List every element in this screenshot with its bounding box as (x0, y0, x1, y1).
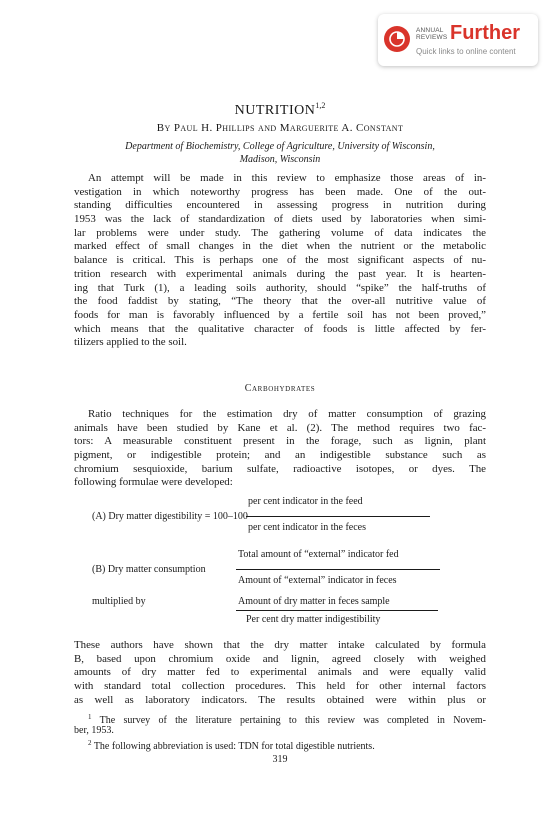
formula-b-denominator: Amount of “external” indicator in feces (238, 575, 397, 586)
text-line: An attempt will be made in this review to emphasize those areas of in- (88, 172, 486, 184)
formula-c-denominator: Per cent dry matter indigestibility (246, 614, 381, 625)
text-line: with standard total collection procedures. This held for other internal factors (74, 680, 486, 693)
text-line: lar problems were under study. The gathering volume of data indicates the (74, 226, 486, 239)
annual-reviews-further-banner[interactable] (378, 14, 538, 66)
formula-c-numerator: Amount of dry matter in feces sample (238, 596, 390, 607)
author-line: By Paul H. Phillips and Marguerite A. Constant (156, 122, 404, 134)
article-title (0, 98, 560, 119)
footnote-line: ber, 1953. (74, 725, 114, 736)
text-line: B, based upon chromium oxide and lignin, agreed closely with weighed (74, 652, 486, 665)
formula-a-numerator: per cent indicator in the feed (248, 496, 363, 507)
banner-reviews-text: REVIEWS (416, 34, 448, 41)
text-line: following formulae were developed: (74, 476, 233, 489)
text-line: marked effect of small changes in the diet when the nutrient or the metabolic (74, 240, 486, 253)
text-line: which means that the qualitative character of foods is little affected by fer- (74, 322, 486, 335)
formula-b-numerator: Total amount of “external” indicator fed (238, 549, 399, 560)
results-paragraph (74, 639, 486, 707)
banner-quick-links-text: Quick links to online content (416, 47, 516, 56)
text-line: tilizers applied to the soil. (74, 336, 187, 349)
text-line: Ratio techniques for the estimation dry of matter consumption of grazing (88, 408, 486, 420)
text-line: pigment, or indigestible protein; and an indigestible substance such as (74, 449, 486, 462)
formula-a-denominator: per cent indicator in the feces (248, 522, 366, 533)
annual-reviews-logo-icon (384, 26, 410, 52)
text-line: 1953 was the lack of standardization of diets used by laboratories when simi- (74, 213, 486, 226)
text-line: foods for man is favorably influenced by a fertile soil has not been proved,” (74, 308, 486, 321)
footnote-line (74, 711, 486, 724)
text-line: tors: A measurable constituent present in the forage, such as lignin, plant (74, 435, 486, 448)
affiliation-line-2: Madison, Wisconsin (239, 154, 321, 165)
text-line: animals have been studied by Kane et al. (2). The method requires two fac- (74, 421, 486, 434)
formula-b-label: (B) Dry matter consumption (92, 564, 206, 575)
footnote-text: The survey of the literature pertaining to this review was completed in Novem- (99, 715, 486, 726)
affiliation-line-1: Department of Biochemistry, College of Agriculture, University of Wisconsin, (125, 141, 435, 152)
formula-a-label: (A) Dry matter digestibility = 100–100 (92, 511, 248, 522)
text-line: trition research with experimental animals during the past year. It is hearten- (74, 267, 486, 280)
text-line: as well as laboratory indicators. The results obtained were within plus or (74, 693, 486, 706)
footnote-line (74, 737, 486, 750)
footnote-1 (74, 711, 486, 737)
section-heading-carbohydrates: Carbohydrates (244, 383, 316, 394)
text-line: standing difficulties encountered in assessing progress in nutrition during (74, 199, 486, 212)
carbohydrates-paragraph (74, 408, 486, 490)
banner-annual-text: ANNUAL (416, 27, 444, 34)
text-line: ing that Turk (1), a leading soils authority, should “spike” the half-truths of (74, 281, 486, 294)
title-footnote-marks: 1,2 (315, 101, 326, 110)
footnote-mark: 2 (88, 739, 92, 747)
banner-further-text: Further (450, 22, 520, 44)
title-text: NUTRITION (234, 103, 316, 118)
formula-a-fraction-bar (246, 516, 430, 517)
text-line: balance is critical. This is perhaps one of the most significant aspects of nu- (74, 254, 486, 267)
intro-paragraph (74, 172, 486, 350)
page-number: 319 (272, 754, 288, 765)
formula-c-label: multiplied by (92, 596, 146, 607)
text-line: amounts of dry matter fed to experimental animals and were equally valid (74, 666, 486, 679)
footnote-2 (74, 737, 486, 750)
footnote-mark: 1 (88, 713, 92, 721)
footnote-text: The following abbreviation is used: TDN for total digestible nutrients. (93, 741, 375, 752)
text-line: the food faddist by stating, “The theory that the over-all nutritive value of (74, 295, 486, 308)
text-line: These authors have shown that the dry matter intake calculated by formula (74, 639, 486, 651)
text-line: chromium sesquioxide, barium sulfate, radioactive isotopes, or dyes. The (74, 462, 486, 475)
formula-c-fraction-bar (236, 610, 438, 611)
text-line: vestigation in which noteworthy progress has been made. One of the out- (74, 185, 486, 198)
formula-b-fraction-bar (236, 569, 440, 570)
